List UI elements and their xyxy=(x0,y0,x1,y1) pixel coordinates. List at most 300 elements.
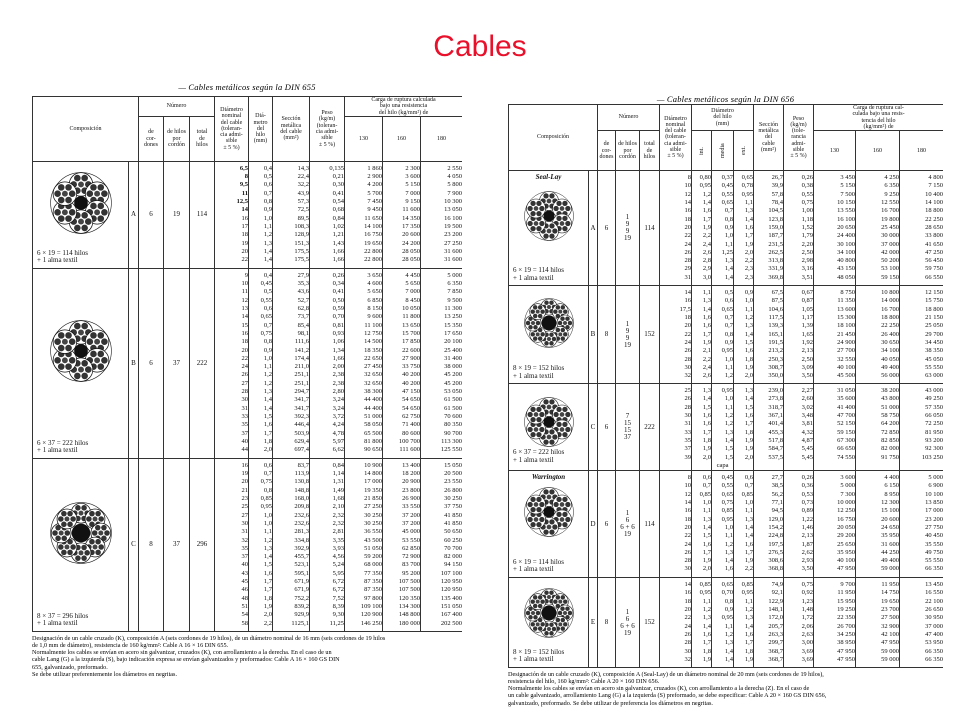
data-column xyxy=(421,161,462,268)
table-cell: 2,20 xyxy=(801,240,814,248)
table-cell: 19 650 xyxy=(364,239,383,247)
table-cell: 331,9 xyxy=(768,265,784,273)
table-cell: 1,5 xyxy=(702,403,712,411)
table-cell: 2,60 xyxy=(801,395,814,403)
table-cell: 1,0 xyxy=(263,214,273,222)
table-cell: 584,7 xyxy=(768,445,784,453)
table-cell: 11 xyxy=(241,288,249,296)
table-cell: 120 350 xyxy=(398,594,421,602)
table-cell: 10 050 xyxy=(402,305,421,313)
table-cell: 125 550 xyxy=(440,446,462,454)
table-cell: 1,9 xyxy=(744,436,754,444)
table-cell: 4,78 xyxy=(332,429,345,437)
table-row xyxy=(33,458,463,631)
data-column xyxy=(692,384,712,471)
table-cell: 1,3 xyxy=(724,257,734,265)
table-cell: 3,93 xyxy=(332,544,345,552)
table-cell: 35,3 xyxy=(297,280,310,288)
table-cell: 19 350 xyxy=(364,486,383,494)
data-column xyxy=(734,471,754,578)
table-cell: 1,46 xyxy=(801,523,814,531)
table-cell: 82 000 xyxy=(444,553,462,561)
table-cell: 17,5 xyxy=(679,305,692,313)
table-cell: 27,9 xyxy=(297,271,310,279)
table-cell: 51 000 xyxy=(364,412,383,420)
table-cell: 839,2 xyxy=(294,602,310,610)
table-cell: 81 950 xyxy=(925,428,943,436)
table-cell: 120 950 xyxy=(440,578,462,586)
table-cell: 2,13 xyxy=(801,347,814,355)
table-cell: 38 300 xyxy=(364,388,383,396)
construction-caption: 8 × 19 = 152 hilos + 1 alma textil xyxy=(513,647,565,664)
table-cell: 1,1 xyxy=(702,507,712,515)
table-cell: 11 650 xyxy=(364,214,383,222)
table-cell: 24 xyxy=(684,240,692,248)
table-cell: 95 200 xyxy=(402,569,421,577)
table-cell: 40 200 xyxy=(402,379,421,387)
table-cell: 12 xyxy=(684,490,692,498)
table-cell: 109 100 xyxy=(360,602,383,610)
table-cell: 0,55 xyxy=(721,190,734,198)
table-cell: 14 100 xyxy=(364,222,383,230)
table-cell: 1,2 xyxy=(263,379,273,387)
cable-cross-section-icon xyxy=(524,191,574,241)
table-cell: 1,3 xyxy=(744,614,754,622)
table-cell: 0,75 xyxy=(721,499,734,507)
data-column xyxy=(249,458,273,631)
table-cell: 0,5 xyxy=(263,288,273,296)
table-cell: 53 100 xyxy=(881,265,900,273)
table-cell: 29 700 xyxy=(925,330,943,338)
table-cell: 20 xyxy=(241,478,249,486)
table-cell: 18 800 xyxy=(881,314,900,322)
data-column xyxy=(249,268,273,458)
table-cell: 2,6 xyxy=(702,372,712,380)
table-cell: 1,4 xyxy=(744,330,754,338)
table-cell: 1,0 xyxy=(724,395,734,403)
table-cell: 30 xyxy=(241,519,249,527)
table-cell: 0,135 xyxy=(329,164,345,172)
table-cell: 1,6 xyxy=(702,207,712,215)
header-r160: 160 xyxy=(856,131,900,171)
table-cell: 26,7 xyxy=(771,174,784,182)
table-cell: 1,2 xyxy=(724,630,734,638)
table-cell: 1,5 xyxy=(263,412,273,420)
table-cell: 1,4 xyxy=(724,265,734,273)
table-cell: 30 100 xyxy=(837,240,856,248)
table-cell: 148,1 xyxy=(768,606,784,614)
table-cell: 12,5 xyxy=(236,198,249,206)
table-cell: 81 800 xyxy=(364,437,383,445)
table-cell: 0,65 xyxy=(721,581,734,589)
table-cell: 10 400 xyxy=(925,190,943,198)
table-cell: 1,9 xyxy=(702,655,712,663)
data-column xyxy=(660,286,692,384)
table-cell: 0,21 xyxy=(332,173,345,181)
table-cell: 1,4 xyxy=(724,273,734,281)
table-cell: 3,24 xyxy=(332,396,345,404)
table-cell: 38 000 xyxy=(444,363,462,371)
din-655-table xyxy=(32,96,462,632)
table-cell: 50 650 xyxy=(444,528,462,536)
table-cell: 0,95 xyxy=(260,503,273,511)
table-cell: 1,4 xyxy=(744,622,754,630)
table-cell: 7 900 xyxy=(447,189,462,197)
table-cell: 1,4 xyxy=(702,622,712,630)
header-r180: 180 xyxy=(900,131,943,171)
table-cell: 59 000 xyxy=(881,565,900,573)
table-cell: 98,1 xyxy=(297,329,310,337)
table-cell: 16 xyxy=(684,297,692,305)
table-cell: 1,3 xyxy=(744,515,754,523)
table-cell: 30 650 xyxy=(881,338,900,346)
table-cell: 25 xyxy=(241,503,249,511)
table-cell: 35 xyxy=(684,436,692,444)
data-column xyxy=(215,161,249,268)
header-total-hilos: total de hilos xyxy=(640,131,660,171)
table-cell: 59 150 xyxy=(881,273,900,281)
table-cell: 111 600 xyxy=(399,446,421,454)
table-cell: 117,5 xyxy=(768,314,784,322)
data-column xyxy=(900,578,943,668)
table-cell: 39 xyxy=(684,453,692,461)
table-cell: 18 xyxy=(684,215,692,223)
table-cell: 1,39 xyxy=(801,322,814,330)
table-cell: 51 000 xyxy=(881,403,900,411)
table-cell: 47 950 xyxy=(837,647,856,655)
table-cell: 26 xyxy=(684,395,692,403)
table-cell: 141,2 xyxy=(294,346,310,354)
table-cell: 11 300 xyxy=(444,305,462,313)
table-cell: 8 xyxy=(687,474,692,482)
data-column xyxy=(814,384,856,471)
table-cell: 30 xyxy=(241,396,249,404)
table-cell: 1,7 xyxy=(263,586,273,594)
num-total-hilos: 114 xyxy=(190,161,215,268)
table-cell: 1,4 xyxy=(724,557,734,565)
data-column xyxy=(383,268,421,458)
table-cell: 8 xyxy=(687,174,692,182)
table-cell: 0,95 xyxy=(699,182,712,190)
table-cell: 37 200 xyxy=(402,519,421,527)
table-cell: 13 850 xyxy=(925,499,943,507)
table-cell: 3,48 xyxy=(801,412,814,420)
table-cell: 1,2 xyxy=(263,371,273,379)
table-cell: 1,3 xyxy=(702,614,712,622)
table-cell: 20 500 xyxy=(444,470,462,478)
table-cell: 1,9 xyxy=(744,655,754,663)
table-cell: 26 700 xyxy=(837,622,856,630)
table-cell: 45 050 xyxy=(925,355,943,363)
table-cell: 0,70 xyxy=(332,313,345,321)
table-cell: 72 250 xyxy=(925,420,943,428)
table-cell: 0,36 xyxy=(801,482,814,490)
table-cell: 51 050 xyxy=(364,544,383,552)
table-cell: 15 100 xyxy=(881,507,900,515)
data-column xyxy=(660,471,692,578)
table-cell: 455,3 xyxy=(768,428,784,436)
data-column xyxy=(249,161,273,268)
table-cell: 0,68 xyxy=(332,206,345,214)
table-cell: 1,1 xyxy=(263,528,273,536)
table-cell: 1,6 xyxy=(744,347,754,355)
table-cell: 251,1 xyxy=(294,379,310,387)
table-cell: 2,80 xyxy=(332,388,345,396)
table-cell: 40 100 xyxy=(837,557,856,565)
table-cell: 3,35 xyxy=(332,536,345,544)
table-cell: 369,8 xyxy=(768,273,784,281)
table-cell: 44 400 xyxy=(364,404,383,412)
table-cell: 30 250 xyxy=(364,519,383,527)
table-cell: 25 650 xyxy=(837,540,856,548)
table-cell: 130,8 xyxy=(294,478,310,486)
table-cell: 31 400 xyxy=(444,354,462,362)
table-cell: 10 xyxy=(684,482,692,490)
table-cell: 1,2 xyxy=(724,540,734,548)
table-cell: 1,23 xyxy=(801,597,814,605)
table-cell: 1,8 xyxy=(744,428,754,436)
table-cell: 11 xyxy=(241,189,249,197)
table-cell: 52 150 xyxy=(837,420,856,428)
table-cell: 58 750 xyxy=(881,412,900,420)
table-cell: 30 250 xyxy=(364,511,383,519)
table-cell: 1,7 xyxy=(702,548,712,556)
table-cell: 43 500 xyxy=(364,536,383,544)
table-cell: 14 350 xyxy=(402,214,421,222)
table-cell: 1,3 xyxy=(744,387,754,395)
table-cell: 27 450 xyxy=(364,363,383,371)
table-cell: 0,26 xyxy=(801,174,814,182)
table-cell: 16 xyxy=(241,461,249,469)
composition-cell xyxy=(509,384,589,471)
table-cell: 13 xyxy=(241,305,249,313)
table-cell: 367,1 xyxy=(768,412,784,420)
table-cell: 752,2 xyxy=(294,594,310,602)
table-row xyxy=(33,161,463,268)
table-cell: 37 000 xyxy=(925,622,943,630)
note-line: Se debe utilizar preferentemente los diámetros en negritas. xyxy=(32,670,178,678)
table-cell: 35 950 xyxy=(837,548,856,556)
note-line: cable Lang (G) a la izquierda (S), bajo indicación expresa se envían galvanizados y preformados: Cable A 16 × 160 GS DIN xyxy=(32,656,340,664)
table-cell: 0,75 xyxy=(260,478,273,486)
table-cell: 1,66 xyxy=(332,247,345,255)
table-cell: 0,8 xyxy=(724,330,734,338)
table-cell: 3,24 xyxy=(332,404,345,412)
data-column xyxy=(215,268,249,458)
note-line: Normalmente los cables se envían en acero sin galvanizar, cruzados (K), con arrollamiento a la derecha (Z). En el caso de xyxy=(508,685,810,693)
table-cell: 9 700 xyxy=(840,581,856,589)
table-cell: 59 200 xyxy=(364,553,383,561)
table-cell: 2,32 xyxy=(332,511,345,519)
table-cell: 1,4 xyxy=(724,436,734,444)
table-cell: 0,70 xyxy=(721,589,734,597)
table-cell: 299,7 xyxy=(768,639,784,647)
table-cell: 11 800 xyxy=(402,313,421,321)
table-cell: 1,1 xyxy=(263,363,273,371)
table-cell: 1,87 xyxy=(801,540,814,548)
table-cell: 77 350 xyxy=(364,569,383,577)
table-cell: 1,3 xyxy=(702,387,712,395)
construction-name: Warrington xyxy=(531,473,566,482)
table-row xyxy=(509,384,944,471)
table-cell: 1,6 xyxy=(702,540,712,548)
table-cell: 19 xyxy=(241,470,249,478)
table-cell: 1,4 xyxy=(263,256,273,264)
table-cell: 113,9 xyxy=(294,470,310,478)
table-cell: 93 200 xyxy=(925,436,943,444)
table-cell: 26 xyxy=(684,347,692,355)
header-numero: Número xyxy=(139,97,215,117)
table-cell: 14 xyxy=(684,581,692,589)
table-cell: 1,21 xyxy=(332,231,345,239)
table-cell: 1,5 xyxy=(724,445,734,453)
table-cell: 2,98 xyxy=(801,257,814,265)
table-cell: 1,3 xyxy=(263,544,273,552)
table-cell: 0,65 xyxy=(741,174,754,182)
table-cell: 20 650 xyxy=(837,223,856,231)
table-cell: 28 xyxy=(684,639,692,647)
table-cell: 281,3 xyxy=(294,528,310,536)
table-cell: 26 xyxy=(684,548,692,556)
table-cell: 1,1 xyxy=(263,222,273,230)
table-cell: 40 xyxy=(241,561,249,569)
page-title: Cables xyxy=(433,30,527,63)
table-cell: 629,4 xyxy=(294,437,310,445)
capa-label: capa xyxy=(716,461,729,469)
table-cell: 16 xyxy=(684,507,692,515)
table-cell: 1,6 xyxy=(744,540,754,548)
table-cell: 202 500 xyxy=(440,619,462,627)
table-cell: 2,2 xyxy=(702,232,712,240)
data-column xyxy=(421,268,462,458)
table-cell: 22 100 xyxy=(925,597,943,605)
table-cell: 2,10 xyxy=(332,503,345,511)
data-column xyxy=(310,458,345,631)
table-cell: 24 900 xyxy=(837,338,856,346)
table-cell: 1,1 xyxy=(744,305,754,313)
table-cell: 12 300 xyxy=(881,499,900,507)
table-cell: 537,5 xyxy=(768,453,784,461)
table-cell: 57 350 xyxy=(925,403,943,411)
data-column xyxy=(754,384,784,471)
table-cell: 40 450 xyxy=(925,532,943,540)
table-cell: 6,5 xyxy=(239,164,249,172)
table-cell: 165,1 xyxy=(768,330,784,338)
table-cell: 1,1 xyxy=(724,532,734,540)
table-cell: 1,2 xyxy=(744,606,754,614)
table-cell: 148,8 xyxy=(294,486,310,494)
table-cell: 25 450 xyxy=(881,223,900,231)
table-cell: 1,0 xyxy=(263,519,273,527)
data-column xyxy=(814,286,856,384)
data-column xyxy=(754,578,784,668)
table-cell: 20 900 xyxy=(402,478,421,486)
table-cell: 0,9 xyxy=(724,223,734,231)
num-hilos-cordon: 37 xyxy=(164,268,190,458)
table-cell: 368,7 xyxy=(768,655,784,663)
header-hilos-cordon: de hilos por cordón xyxy=(164,116,190,161)
table-cell: 1,0 xyxy=(263,511,273,519)
table-cell: 2,2 xyxy=(744,565,754,573)
table-cell: 5,97 xyxy=(332,437,345,445)
table-cell: 50 200 xyxy=(881,257,900,265)
construction-caption: 8 × 19 = 152 hilos + 1 alma textil xyxy=(513,363,565,380)
table-cell: 0,9 xyxy=(263,346,273,354)
table-cell: 1,0 xyxy=(744,297,754,305)
construction-caption: 6 × 37 = 222 hilos + 1 alma textil xyxy=(513,448,565,464)
table-cell: 16 750 xyxy=(364,231,383,239)
table-cell: 107 500 xyxy=(398,578,421,586)
table-cell: 6 850 xyxy=(367,296,383,304)
table-cell: 44 xyxy=(241,446,249,454)
table-cell: 1,4 xyxy=(702,523,712,531)
header-hilos-cordon: de hilos por cordón xyxy=(616,131,640,171)
table-cell: 0,54 xyxy=(332,198,345,206)
table-row xyxy=(509,578,944,668)
table-cell: 33 550 xyxy=(402,503,421,511)
table-cell: 18 xyxy=(684,515,692,523)
cable-cross-section-icon xyxy=(50,172,112,234)
table-cell: 1,7 xyxy=(702,639,712,647)
table-cell: 0,95 xyxy=(741,190,754,198)
table-cell: 18 xyxy=(684,597,692,605)
table-cell: 1,4 xyxy=(263,247,273,255)
table-cell: 56,2 xyxy=(771,490,784,498)
table-cell: 1,68 xyxy=(332,495,345,503)
table-cell: 1,7 xyxy=(702,215,712,223)
table-cell: 0,7 xyxy=(724,322,734,330)
table-cell: 0,81 xyxy=(332,321,345,329)
table-cell: 47 950 xyxy=(837,655,856,663)
table-cell: 0,37 xyxy=(721,174,734,182)
table-cell: 4 250 xyxy=(884,174,900,182)
table-cell: 0,95 xyxy=(721,347,734,355)
table-cell: 74 550 xyxy=(837,453,856,461)
composition-cell xyxy=(509,286,589,384)
table-cell: 1,1 xyxy=(702,289,712,297)
table-cell: 38 350 xyxy=(925,347,943,355)
table-cell: 10 300 xyxy=(444,198,462,206)
table-cell: 63 000 xyxy=(925,372,943,380)
table-cell: 24 xyxy=(684,338,692,346)
data-column xyxy=(310,268,345,458)
table-cell: 15 950 xyxy=(837,597,856,605)
table-cell: 0,7 xyxy=(702,482,712,490)
table-cell: 0,26 xyxy=(801,474,814,482)
header-composicion: Composición xyxy=(509,105,598,171)
table-cell: 120 950 xyxy=(440,586,462,594)
table-cell: 392,3 xyxy=(294,412,310,420)
table-cell: 62 850 xyxy=(402,544,421,552)
table-cell: 1,9 xyxy=(702,223,712,231)
table-cell: 1,9 xyxy=(702,445,712,453)
header-cordones: de cor- dones xyxy=(139,116,164,161)
table-cell: 0,8 xyxy=(724,597,734,605)
table-cell: 9 150 xyxy=(405,198,421,206)
table-cell: 6,62 xyxy=(332,446,345,454)
table-cell: 54 650 xyxy=(402,396,421,404)
table-cell: 12 150 xyxy=(925,289,943,297)
table-cell: 523,1 xyxy=(294,561,310,569)
cable-cross-section-icon xyxy=(50,502,112,564)
table-cell: 0,26 xyxy=(332,271,345,279)
data-column xyxy=(784,286,814,384)
table-cell: 1,3 xyxy=(724,639,734,647)
table-cell: 1,3 xyxy=(744,322,754,330)
table-cell: 1,06 xyxy=(332,338,345,346)
table-cell: 49 750 xyxy=(925,548,943,556)
table-cell: 30 950 xyxy=(925,614,943,622)
